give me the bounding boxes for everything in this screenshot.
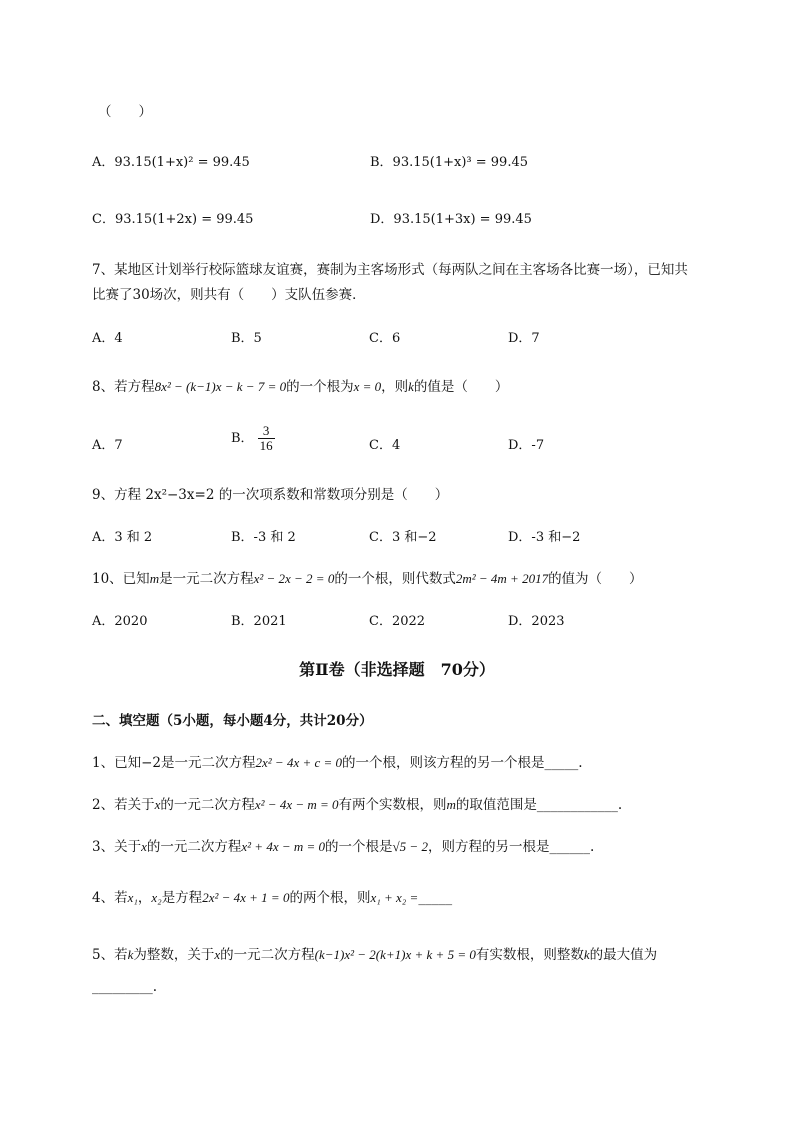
q10-stem-mid2: 的一个根，则代数式 — [334, 571, 456, 587]
q6-option-c: C．93.15(1+2x) = 99.45 — [92, 212, 254, 227]
q10-option-c: C．2022 — [369, 614, 426, 629]
f2-mid2: 有两个实数根，则 — [338, 797, 447, 813]
q7-option-c: C．6 — [369, 331, 401, 346]
q9-stem: 9、方程 2x²−3x=2 的一次项系数和常数项分别是（ ） — [92, 487, 449, 503]
f5-pre: 5、若 — [92, 947, 128, 963]
q10-stem-pre: 10、已知 — [92, 571, 150, 587]
q8-root: x = 0 — [353, 379, 382, 394]
fraction-denominator: 16 — [259, 438, 273, 453]
q6-option-b: B．93.15(1+x)³ = 99.45 — [370, 155, 528, 170]
q8-equation: 8x² − (k−1)x − k − 7 = 0 — [154, 379, 287, 394]
q8-option-d: D．-7 — [508, 438, 545, 453]
q9-option-a: A．3 和 2 — [92, 530, 153, 545]
q7-stem-line2: 比赛了30场次，则共有（ ）支队伍参赛． — [92, 287, 366, 303]
f5-variable-k2: k — [583, 947, 590, 962]
f4-mid: 是方程 — [161, 890, 203, 906]
q10-option-b: B．2021 — [231, 614, 287, 629]
f3-root: √5 − 2 — [392, 839, 428, 854]
f3-post: ，则方程的另一根是______. — [427, 839, 595, 855]
f3-equation: x² + 4x − m = 0 — [241, 839, 326, 854]
fill-question-2 — [92, 793, 622, 813]
q7-option-d: D．7 — [508, 331, 540, 346]
f2-variable-m: m — [446, 797, 456, 812]
fill-question-4 — [92, 886, 452, 906]
fill-question-5-blank: _________. — [92, 979, 158, 995]
q9-option-c: C．3 和−2 — [369, 530, 437, 545]
f4-equation: 2x² − 4x + 1 = 0 — [202, 890, 290, 905]
q7-option-a: A．4 — [92, 331, 123, 346]
q7-stem-line1: 7、某地区计划举行校际篮球友谊赛，赛制为主客场形式（每两队之间在主客场各比赛一场），已知共 — [92, 262, 688, 278]
f5-variable-k: k — [127, 947, 134, 962]
q8-variable-k: k — [408, 379, 414, 394]
f3-variable-x: x — [141, 839, 147, 854]
f4-mid2: 的两个根，则 — [289, 890, 371, 906]
f4-pre: 4、若 — [92, 890, 128, 906]
f2-mid: 的一元二次方程 — [160, 797, 255, 813]
q8-stem-mid2: ，则 — [381, 379, 409, 395]
q9-option-b: B．-3 和 2 — [231, 530, 296, 545]
f5-mid2: 的一元二次方程 — [220, 947, 315, 963]
f4-x2: x₂ — [151, 890, 162, 905]
q9-option-d: D．-3 和−2 — [508, 530, 581, 545]
q8-stem — [92, 375, 508, 395]
f2-equation: x² − 4x − m = 0 — [254, 797, 339, 812]
f4-sum: x₁ + x₂ = — [370, 890, 419, 905]
q8-stem-pre: 8、若方程 — [92, 379, 155, 395]
q8-option-b — [231, 424, 275, 453]
q8-option-b-fraction — [258, 424, 275, 453]
f2-post: 的取值范围是____________. — [455, 797, 623, 813]
f5-equation: (k−1)x² − 2(k+1)x + k + 5 = 0 — [314, 947, 476, 962]
q10-option-d: D．2023 — [508, 614, 565, 629]
fill-question-5 — [92, 943, 657, 963]
q6-option-a: A．93.15(1+x)² = 99.45 — [92, 155, 250, 170]
fill-question-1 — [92, 751, 583, 771]
q8-option-a: A．7 — [92, 438, 123, 453]
q6-option-d: D．93.15(1+3x) = 99.45 — [370, 212, 532, 227]
q10-stem-post: 的值为（ ） — [548, 571, 643, 587]
fraction-numerator: 3 — [258, 424, 275, 439]
q10-stem — [92, 567, 643, 587]
q8-option-b-label: B． — [231, 431, 254, 446]
f3-pre: 3、关于 — [92, 839, 142, 855]
f1-equation: 2x² − 4x + c = 0 — [255, 755, 343, 770]
f1-pre: 1、已知−2是一元二次方程 — [92, 755, 256, 771]
q8-stem-post: 的值是（ ） — [413, 379, 509, 395]
f2-variable-x: x — [154, 797, 161, 812]
q6-answer-bracket: （ ） — [98, 104, 152, 120]
q7-option-b: B．5 — [231, 331, 262, 346]
f5-mid: 为整数，关于 — [133, 947, 215, 963]
f1-post: 的一个根，则该方程的另一个根是_____. — [342, 755, 583, 771]
q10-option-a: A．2020 — [92, 614, 148, 629]
section-title: 第Ⅱ卷（非选择题 70分） — [299, 660, 495, 679]
q8-option-c: C．4 — [369, 438, 401, 453]
f5-post: 的最大值为 — [589, 947, 658, 963]
f5-variable-x: x — [214, 947, 221, 962]
part2-heading: 二、填空题（5小题，每小题4分，共计20分） — [92, 713, 373, 729]
q10-expression: 2m² − 4m + 2017 — [455, 571, 549, 586]
q10-equation: x² − 2x − 2 = 0 — [253, 571, 335, 586]
f3-mid: 的一元二次方程 — [146, 839, 242, 855]
q10-variable-m: m — [149, 571, 160, 586]
f5-mid3: 有实数根，则整数 — [475, 947, 584, 963]
fill-question-3 — [92, 835, 594, 855]
f2-pre: 2、若关于 — [92, 797, 155, 813]
f4-blank: _____ — [418, 890, 453, 906]
q10-stem-mid: 是一元二次方程 — [159, 571, 254, 587]
f3-mid2: 的一个根是 — [325, 839, 393, 855]
q8-stem-mid: 的一个根为 — [286, 379, 354, 395]
f4-comma: ， — [137, 890, 152, 906]
f4-x1: x₁ — [127, 890, 138, 905]
